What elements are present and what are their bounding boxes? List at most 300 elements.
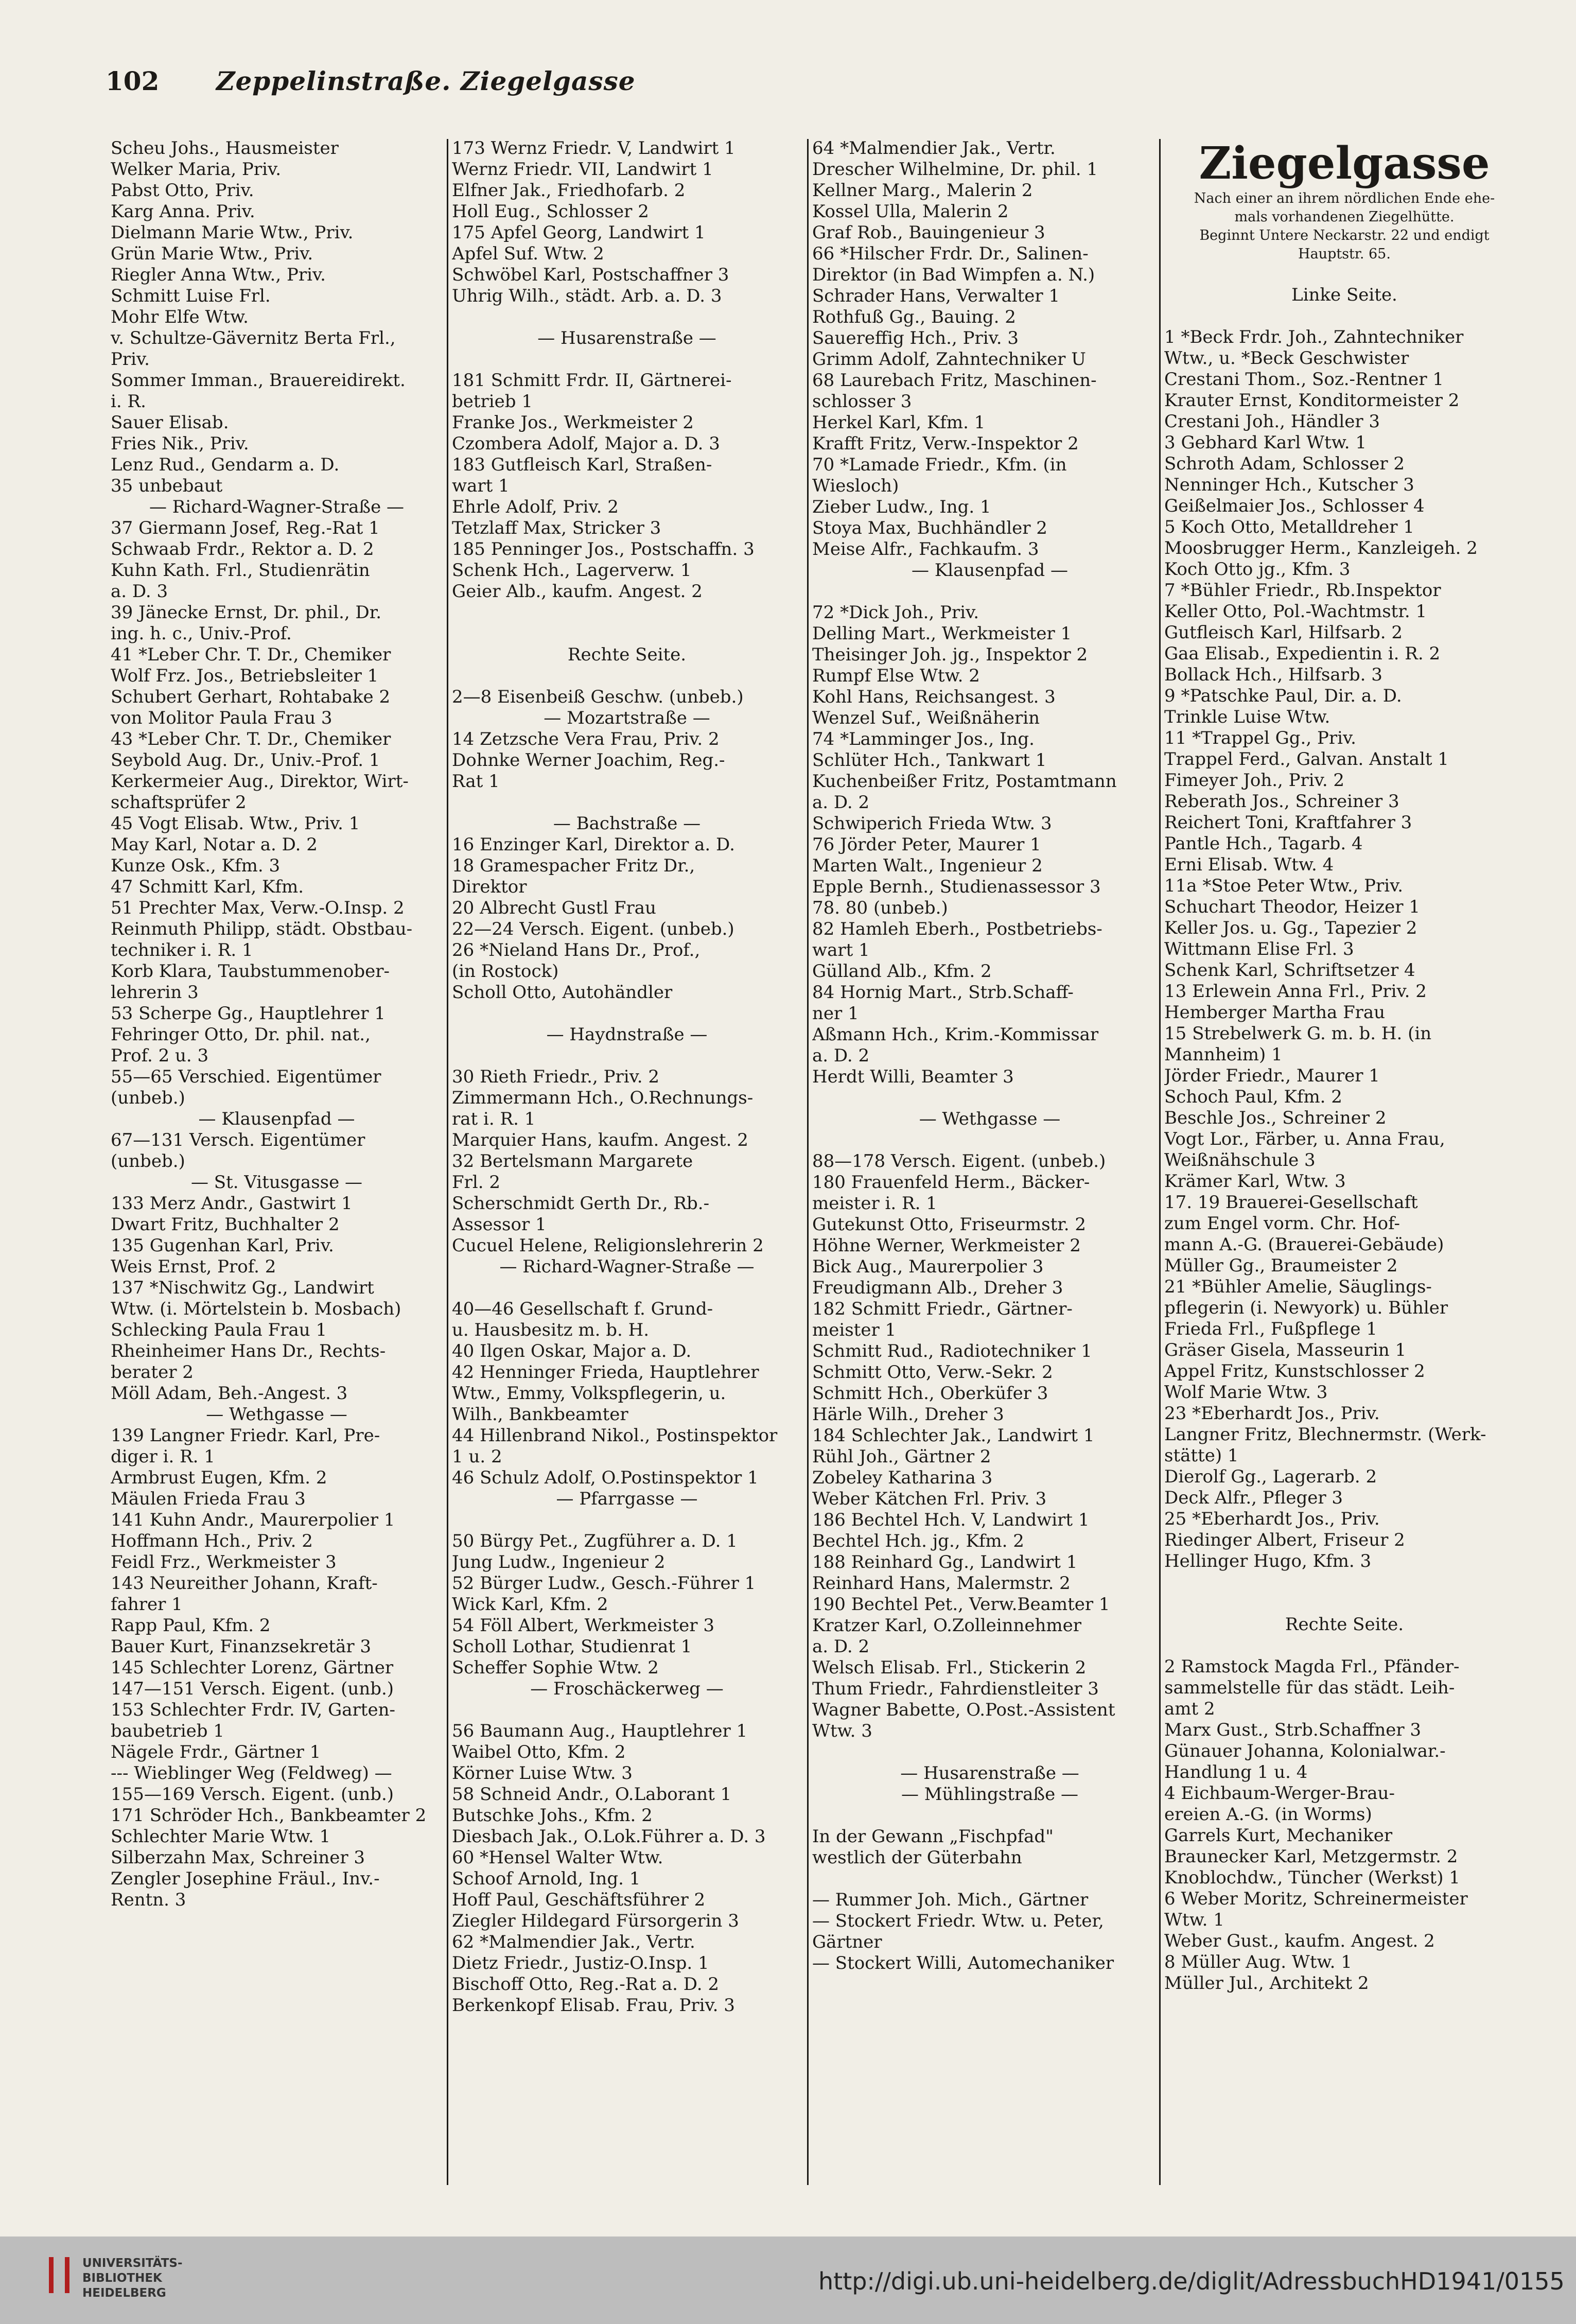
entry-line: Prof. 2 u. 3: [111, 1045, 209, 1066]
entry-line: Dietz Friedr., Justiz-O.Insp. 1: [452, 1953, 709, 1973]
entry-line: Geißelmaier Jos., Schlosser 4: [1164, 496, 1425, 516]
entry-line: Hellinger Hugo, Kfm. 3: [1164, 1551, 1372, 1571]
entry-line: Handlung 1 u. 4: [1164, 1762, 1308, 1783]
entry-line: Direktor: [452, 877, 527, 897]
entry-line: von Molitor Paula Frau 3: [111, 708, 332, 728]
street-description: Beginnt Untere Neckarstr. 22 und endigt: [1199, 228, 1490, 243]
entry-line: Gärtner: [812, 1932, 882, 1952]
entry-line: 185 Penninger Jos., Postschaffn. 3: [452, 539, 755, 560]
entry-line: Schmitt Hch., Oberküfer 3: [812, 1383, 1048, 1404]
entry-line: 3 Gebhard Karl Wtw. 1: [1164, 432, 1367, 453]
entry-line: Knoblochdw., Tüncher (Werkst) 1: [1164, 1867, 1460, 1888]
entry-line: 11a *Stoe Peter Wtw., Priv.: [1164, 876, 1404, 896]
entry-line: 155—169 Versch. Eigent. (unb.): [111, 1784, 394, 1805]
entry-line: Nenninger Hch., Kutscher 3: [1164, 475, 1414, 495]
library-line: HEIDELBERG: [82, 2286, 166, 2300]
entry-line: Uhrig Wilh., städt. Arb. a. D. 3: [452, 286, 722, 306]
entry-line: — Wethgasse —: [919, 1109, 1061, 1129]
entry-line: Scholl Lothar, Studienrat 1: [452, 1636, 692, 1657]
entry-line: Möll Adam, Beh.-Angest. 3: [111, 1383, 348, 1404]
entry-line: 64 *Malmendier Jak., Vertr.: [812, 138, 1056, 159]
entry-line: Schrader Hans, Verwalter 1: [812, 286, 1060, 306]
entry-line: 30 Rieth Friedr., Priv. 2: [452, 1067, 660, 1087]
entry-line: [452, 623, 802, 644]
entry-line: 56 Baumann Aug., Hauptlehrer 1: [452, 1721, 748, 1741]
entry-line: berater 2: [111, 1362, 194, 1383]
entry-line: Wiesloch): [812, 476, 899, 496]
entry-line: — Stockert Willi, Automechaniker: [812, 1953, 1114, 1973]
entry-line: Erni Elisab. Wtw. 4: [1164, 854, 1334, 875]
entry-line: Schwiperich Frieda Wtw. 3: [812, 813, 1052, 834]
entry-line: [812, 1088, 1167, 1109]
entry-line: Kratzer Karl, O.Zolleinnehmer: [812, 1615, 1082, 1636]
entry-line: 16 Enzinger Karl, Direktor a. D.: [452, 834, 735, 855]
entry-line: Meise Alfr., Fachkaufm. 3: [812, 539, 1039, 560]
entry-line: Dwart Fritz, Buchhalter 2: [111, 1214, 340, 1235]
entry-line: Höhne Werner, Werkmeister 2: [812, 1235, 1081, 1256]
entry-line: Delling Mart., Werkmeister 1: [812, 623, 1072, 644]
entry-line: 51 Prechter Max, Verw.-O.Insp. 2: [111, 898, 405, 918]
entry-line: Bischoff Otto, Reg.-Rat a. D. 2: [452, 1974, 720, 1995]
entry-line: Thum Friedr., Fahrdienstleiter 3: [812, 1679, 1099, 1699]
entry-line: [452, 1700, 802, 1721]
entry-line: Wolf Marie Wtw. 3: [1164, 1382, 1328, 1403]
entry-line: Marx Gust., Strb.Schaffner 3: [1164, 1720, 1422, 1740]
entry-line: 5 Koch Otto, Metalldreher 1: [1164, 517, 1414, 537]
entry-line: 68 Laurebach Fritz, Maschinen-: [812, 370, 1097, 391]
entry-line: Müller Jul., Architekt 2: [1164, 1973, 1369, 1994]
entry-line: Gutfleisch Karl, Hilfsarb. 2: [1164, 622, 1403, 643]
entry-line: Weißnähschule 3: [1164, 1150, 1316, 1170]
entry-line: Sauer Elisab.: [111, 412, 229, 433]
entry-line: Fries Nik., Priv.: [111, 433, 249, 454]
entry-line: 184 Schlechter Jak., Landwirt 1: [812, 1425, 1095, 1446]
entry-line: Wtw., Emmy, Volkspflegerin, u.: [452, 1383, 726, 1404]
entry-line: Scheu Johs., Hausmeister: [111, 138, 339, 159]
entry-line: Schlecking Paula Frau 1: [111, 1320, 327, 1340]
entry-line: 84 Hornig Mart., Strb.Schaff-: [812, 982, 1074, 1003]
entry-line: a. D. 2: [812, 792, 870, 813]
entry-line: 11 *Trappel Gg., Priv.: [1164, 728, 1356, 748]
entry-line: 133 Merz Andr., Gastwirt 1: [111, 1193, 353, 1214]
entry-line: 188 Reinhard Gg., Landwirt 1: [812, 1552, 1078, 1572]
entry-line: Krafft Fritz, Verw.-Inspektor 2: [812, 433, 1079, 454]
entry-line: Feidl Frz., Werkmeister 3: [111, 1552, 337, 1572]
entry-line: [452, 1510, 802, 1531]
entry-line: Fehringer Otto, Dr. phil. nat.,: [111, 1024, 371, 1045]
entry-line: Mäulen Frieda Frau 3: [111, 1489, 306, 1509]
entry-line: u. Hausbesitz m. b. H.: [452, 1320, 650, 1340]
page-number: 102: [106, 66, 160, 96]
entry-line: — Richard-Wagner-Straße —: [149, 497, 405, 517]
entry-line: 72 *Dick Joh., Priv.: [812, 602, 979, 623]
entry-line: 171 Schröder Hch., Bankbeamter 2: [111, 1805, 427, 1826]
entry-line: Wittmann Elise Frl. 3: [1164, 939, 1354, 959]
entry-line: Reinmuth Philipp, städt. Obstbau-: [111, 919, 413, 939]
entry-line: Trappel Ferd., Galvan. Anstalt 1: [1164, 749, 1449, 770]
entry-line: 9 *Patschke Paul, Dir. a. D.: [1164, 686, 1402, 706]
entry-line: [1164, 306, 1525, 327]
entry-line: Mannheim) 1: [1164, 1044, 1283, 1065]
entry-line: 13 Erlewein Anna Frl., Priv. 2: [1164, 981, 1427, 1002]
entry-line: 47 Schmitt Karl, Kfm.: [111, 877, 304, 897]
entry-line: Marten Walt., Ingenieur 2: [812, 855, 1043, 876]
entry-line: [1164, 1635, 1525, 1656]
entry-line: [812, 1742, 1167, 1763]
entry-line: Fimeyer Joh., Priv. 2: [1164, 770, 1345, 791]
entry-line: Korb Klara, Taubstummenober-: [111, 961, 390, 982]
entry-line: Bauer Kurt, Finanzsekretär 3: [111, 1636, 372, 1657]
entry-line: Elfner Jak., Friedhofarb. 2: [452, 180, 686, 201]
entry-line: Schwöbel Karl, Postschaffner 3: [452, 265, 729, 285]
entry-line: In der Gewann „Fischpfad": [812, 1826, 1054, 1847]
entry-line: Tetzlaff Max, Stricker 3: [452, 518, 661, 538]
entry-line: Rumpf Else Wtw. 2: [812, 666, 980, 686]
entry-line: Scholl Otto, Autohändler: [452, 982, 673, 1003]
entry-line: Beschle Jos., Schreiner 2: [1164, 1108, 1387, 1128]
entry-line: — Klausenpfad —: [912, 560, 1068, 581]
entry-line: Schwaab Frdr., Rektor a. D. 2: [111, 539, 374, 560]
entry-line: Krämer Karl, Wtw. 3: [1164, 1171, 1346, 1192]
entry-line: Schenk Hch., Lagerverw. 1: [452, 560, 692, 581]
entry-line: Jung Ludw., Ingenieur 2: [452, 1552, 666, 1572]
street-description: Hauptstr. 65.: [1298, 246, 1391, 262]
entry-line: Holl Eug., Schlosser 2: [452, 201, 649, 222]
entry-line: — Stockert Friedr. Wtw. u. Peter,: [812, 1911, 1104, 1931]
entry-line: Rechte Seite.: [1285, 1614, 1404, 1635]
page-header: [106, 66, 1526, 112]
entry-line: Körner Luise Wtw. 3: [452, 1763, 633, 1784]
entry-line: 74 *Lamminger Jos., Ing.: [812, 729, 1035, 749]
entry-line: Seybold Aug. Dr., Univ.-Prof. 1: [111, 750, 380, 771]
entry-line: Grün Marie Wtw., Priv.: [111, 243, 313, 264]
entry-line: fahrer 1: [111, 1594, 183, 1615]
source-url-link[interactable]: http://digi.ub.uni-heidelberg.de/diglit/AdressbuchHD1941/0155: [818, 2267, 1565, 2295]
entry-line: Schoof Arnold, Ing. 1: [452, 1868, 641, 1889]
entry-line: Theisinger Joh. jg., Inspektor 2: [812, 644, 1088, 665]
entry-line: Kellner Marg., Malerin 2: [812, 180, 1033, 201]
entry-line: amt 2: [1164, 1699, 1215, 1719]
entry-line: 8 Müller Aug. Wtw. 1: [1164, 1952, 1352, 1972]
entry-line: a. D. 3: [111, 581, 168, 602]
entry-line: 35 unbebaut: [111, 476, 223, 496]
entry-line: 45 Vogt Elisab. Wtw., Priv. 1: [111, 813, 360, 834]
entry-line: Sommer Imman., Brauereidirekt.: [111, 370, 406, 391]
entry-line: Berkenkopf Elisab. Frau, Priv. 3: [452, 1995, 735, 2016]
library-line: BIBLIOTHEK: [82, 2271, 162, 2285]
entry-line: 139 Langner Friedr. Karl, Pre-: [111, 1425, 380, 1446]
entry-line: Ehrle Adolf, Priv. 2: [452, 497, 619, 517]
entry-line: Crestani Thom., Soz.-Rentner 1: [1164, 369, 1444, 390]
entry-line: 173 Wernz Friedr. V, Landwirt 1: [452, 138, 736, 159]
column-4: [1164, 138, 1525, 2207]
entry-line: 7 *Bühler Friedr., Rb.Inspektor: [1164, 580, 1441, 601]
entry-line: 50 Bürgy Pet., Zugführer a. D. 1: [452, 1531, 738, 1551]
entry-line: Gülland Alb., Kfm. 2: [812, 961, 992, 982]
entry-line: stätte) 1: [1164, 1445, 1239, 1466]
entry-line: 153 Schlechter Frdr. IV, Garten-: [111, 1700, 395, 1720]
university-library-logo-icon: [49, 2257, 69, 2293]
entry-line: schaftsprüfer 2: [111, 792, 247, 813]
entry-line: Schenk Karl, Schriftsetzer 4: [1164, 960, 1415, 981]
entry-line: [452, 792, 802, 813]
entry-line: Priv.: [111, 349, 150, 370]
entry-line: a. D. 2: [812, 1045, 870, 1066]
entry-line: Weis Ernst, Prof. 2: [111, 1256, 276, 1277]
entry-line: Schmitt Luise Frl.: [111, 286, 271, 306]
entry-line: — Pfarrgasse —: [556, 1489, 698, 1509]
entry-line: Wtw. 3: [812, 1721, 872, 1741]
entry-line: westlich der Güterbahn: [812, 1847, 1022, 1868]
entry-line: 1 u. 2: [452, 1446, 502, 1467]
entry-line: Crestani Joh., Händler 3: [1164, 411, 1380, 432]
entry-line: diger i. R. 1: [111, 1446, 215, 1467]
street-description: mals vorhandenen Ziegelhütte.: [1234, 209, 1455, 225]
entry-line: Bick Aug., Maurerpolier 3: [812, 1256, 1044, 1277]
entry-line: Kerkermeier Aug., Direktor, Wirt-: [111, 771, 409, 792]
entry-line: 67—131 Versch. Eigentümer: [111, 1130, 365, 1150]
entry-line: Gutekunst Otto, Friseurmstr. 2: [812, 1214, 1086, 1235]
entry-line: [812, 1130, 1167, 1151]
column-1: [111, 138, 443, 2207]
entry-line: 20 Albrecht Gustl Frau: [452, 898, 656, 918]
entry-line: baubetrieb 1: [111, 1721, 224, 1741]
entry-line: [452, 1278, 802, 1299]
entry-line: 180 Frauenfeld Herm., Bäcker-: [812, 1172, 1090, 1193]
entry-line: Schuchart Theodor, Heizer 1: [1164, 897, 1420, 917]
entry-line: 18 Gramespacher Fritz Dr.,: [452, 855, 695, 876]
entry-line: [1164, 1593, 1525, 1614]
entry-line: [452, 666, 802, 687]
entry-line: Pabst Otto, Priv.: [111, 180, 254, 201]
entry-line: Mohr Elfe Wtw.: [111, 307, 249, 327]
entry-line: — Husarenstraße —: [537, 328, 716, 348]
entry-line: — Bachstraße —: [553, 813, 701, 834]
entry-line: Bechtel Hch. jg., Kfm. 2: [812, 1531, 1024, 1551]
entry-line: Kuchenbeißer Fritz, Postamtmann: [812, 771, 1117, 792]
entry-line: Gaa Elisab., Expedientin i. R. 2: [1164, 643, 1441, 664]
entry-line: wart 1: [812, 940, 870, 960]
entry-line: 46 Schulz Adolf, O.Postinspektor 1: [452, 1467, 759, 1488]
entry-line: Karg Anna. Priv.: [111, 201, 255, 222]
entry-line: 181 Schmitt Frdr. II, Gärtnerei-: [452, 370, 732, 391]
entry-line: zum Engel vorm. Chr. Hof-: [1164, 1213, 1400, 1234]
entry-line: 82 Hamleh Eberh., Postbetriebs-: [812, 919, 1102, 939]
entry-line: [812, 1805, 1167, 1826]
entry-line: sammelstelle für das städt. Leih-: [1164, 1678, 1455, 1698]
entry-line: 88—178 Versch. Eigent. (unbeb.): [812, 1151, 1106, 1172]
entry-line: Riegler Anna Wtw., Priv.: [111, 265, 326, 285]
entry-line: Scheffer Sophie Wtw. 2: [452, 1657, 659, 1678]
entry-line: --- Wieblinger Weg (Feldweg) —: [111, 1763, 392, 1784]
entry-line: Hemberger Martha Frau: [1164, 1002, 1386, 1023]
entry-line: 37 Giermann Josef, Reg.-Rat 1: [111, 518, 380, 538]
entry-line: 44 Hillenbrand Nikol., Postinspektor: [452, 1425, 778, 1446]
entry-line: Dierolf Gg., Lagerarb. 2: [1164, 1466, 1377, 1487]
entry-line: 145 Schlechter Lorenz, Gärtner: [111, 1657, 394, 1678]
entry-line: Nägele Frdr., Gärtner 1: [111, 1742, 321, 1762]
entry-line: Kossel Ulla, Malerin 2: [812, 201, 1009, 222]
entry-line: Reichert Toni, Kraftfahrer 3: [1164, 812, 1412, 833]
entry-line: 76 Jörder Peter, Maurer 1: [812, 834, 1041, 855]
entry-line: Lenz Rud., Gendarm a. D.: [111, 455, 340, 475]
entry-line: Wagner Babette, O.Post.-Assistent: [812, 1700, 1115, 1720]
entry-line: Bollack Hch., Hilfsarb. 3: [1164, 665, 1382, 685]
entry-line: Langner Fritz, Blechnermstr. (Werk-: [1164, 1424, 1486, 1445]
entry-line: 147—151 Versch. Eigent. (unb.): [111, 1679, 394, 1699]
entry-line: Schmitt Otto, Verw.-Sekr. 2: [812, 1362, 1053, 1383]
entry-line: 42 Henninger Frieda, Hauptlehrer: [452, 1362, 759, 1383]
entry-line: Härle Wilh., Dreher 3: [812, 1404, 1004, 1425]
entry-line: techniker i. R. 1: [111, 940, 253, 960]
entry-line: 4 Eichbaum-Werger-Brau-: [1164, 1783, 1395, 1804]
entry-line: Zimmermann Hch., O.Rechnungs-: [452, 1088, 754, 1108]
entry-line: Frieda Frl., Fußpflege 1: [1164, 1319, 1377, 1339]
entry-line: 190 Bechtel Pet., Verw.Beamter 1: [812, 1594, 1110, 1615]
entry-line: Koch Otto jg., Kfm. 3: [1164, 559, 1351, 580]
entry-line: Hoffmann Hch., Priv. 2: [111, 1531, 313, 1551]
entry-line: Deck Alfr., Pfleger 3: [1164, 1488, 1343, 1508]
column-3: [812, 138, 1167, 2207]
entry-line: Marquier Hans, kaufm. Angest. 2: [452, 1130, 748, 1150]
entry-line: Wtw. 1: [1164, 1910, 1224, 1930]
entry-line: — Haydnstraße —: [546, 1024, 708, 1045]
entry-line: Müller Gg., Braumeister 2: [1164, 1255, 1398, 1276]
entry-line: (in Rostock): [452, 961, 559, 982]
entry-line: meister i. R. 1: [812, 1193, 937, 1214]
entry-line: ing. h. c., Univ.-Prof.: [111, 623, 292, 644]
entry-line: Wolf Frz. Jos., Betriebsleiter 1: [111, 666, 379, 686]
entry-line: 40 Ilgen Oskar, Major a. D.: [452, 1341, 692, 1361]
entry-line: 1 *Beck Frdr. Joh., Zahntechniker: [1164, 327, 1464, 347]
entry-line: Kuhn Kath. Frl., Studienrätin: [111, 560, 370, 581]
entry-line: Wick Karl, Kfm. 2: [452, 1594, 608, 1615]
entry-line: Franke Jos., Werkmeister 2: [452, 412, 694, 433]
entry-line: 23 *Eberhardt Jos., Priv.: [1164, 1403, 1380, 1424]
entry-line: 183 Gutfleisch Karl, Straßen-: [452, 455, 712, 475]
entry-line: [452, 349, 802, 370]
entry-line: Dohnke Werner Joachim, Reg.-: [452, 750, 725, 771]
library-name: [82, 2256, 183, 2301]
entry-line: — Froschäckerweg —: [530, 1679, 724, 1699]
entry-line: 6 Weber Moritz, Schreinermeister: [1164, 1889, 1468, 1909]
entry-line: Sauereffig Hch., Priv. 3: [812, 328, 1019, 348]
entry-line: Keller Otto, Pol.-Wachtmstr. 1: [1164, 601, 1427, 622]
entry-line: Dielmann Marie Wtw., Priv.: [111, 222, 354, 243]
entry-line: 53 Scherpe Gg., Hauptlehrer 1: [111, 1003, 386, 1024]
entry-line: — St. Vitusgasse —: [190, 1172, 363, 1193]
entry-line: Weber Gust., kaufm. Angest. 2: [1164, 1931, 1435, 1951]
entry-line: Rechte Seite.: [567, 644, 687, 665]
street-description: Nach einer an ihrem nördlichen Ende ehe-: [1194, 190, 1495, 206]
column-2: [452, 138, 802, 2207]
entry-line: meister 1: [812, 1320, 897, 1340]
entry-line: (unbeb.): [111, 1088, 185, 1108]
page-title: Zeppelinstraße. Ziegelgasse: [216, 66, 636, 96]
entry-line: 41 *Leber Chr. T. Dr., Chemiker: [111, 644, 391, 665]
column-divider: [807, 139, 809, 2185]
entry-line: 2 Ramstock Magda Frl., Pfänder-: [1164, 1656, 1460, 1677]
entry-line: Direktor (in Bad Wimpfen a. N.): [812, 265, 1095, 285]
entry-line: Moosbrugger Herm., Kanzleigeh. 2: [1164, 538, 1478, 558]
entry-line: 22—24 Versch. Eigent. (unbeb.): [452, 919, 734, 939]
entry-line: Ziegler Hildegard Fürsorgerin 3: [452, 1911, 739, 1931]
entry-line: Assessor 1: [452, 1214, 547, 1235]
entry-line: Welsch Elisab. Frl., Stickerin 2: [812, 1657, 1087, 1678]
entry-line: Waibel Otto, Kfm. 2: [452, 1742, 626, 1762]
entry-line: Pantle Hch., Tagarb. 4: [1164, 833, 1363, 854]
entry-line: 15 Strebelwerk G. m. b. H. (in: [1164, 1023, 1432, 1044]
street-heading: Ziegelgasse: [1199, 138, 1490, 189]
entry-line: — Wethgasse —: [206, 1404, 347, 1425]
entry-line: [452, 602, 802, 623]
entry-line: Herkel Karl, Kfm. 1: [812, 412, 986, 433]
entry-line: Graf Rob., Bauingenieur 3: [812, 222, 1045, 243]
entry-line: 40—46 Gesellschaft f. Grund-: [452, 1299, 713, 1319]
entry-line: Zieber Ludw., Ing. 1: [812, 497, 991, 517]
entry-line: Butschke Johs., Kfm. 2: [452, 1805, 653, 1826]
entry-line: Wernz Friedr. VII, Landwirt 1: [452, 159, 713, 180]
library-line: UNIVERSITÄTS-: [82, 2257, 183, 2270]
entry-line: 186 Bechtel Hch. V, Landwirt 1: [812, 1510, 1090, 1530]
entry-line: Wtw. (i. Mörtelstein b. Mosbach): [111, 1299, 401, 1319]
entry-line: ner 1: [812, 1003, 859, 1024]
entry-line: Rühl Joh., Gärtner 2: [812, 1446, 991, 1467]
entry-line: Krauter Ernst, Konditormeister 2: [1164, 390, 1460, 411]
entry-line: Schmitt Rud., Radiotechniker 1: [812, 1341, 1092, 1361]
entry-line: 54 Föll Albert, Werkmeister 3: [452, 1615, 714, 1636]
entry-line: mann A.-G. (Brauerei-Gebäude): [1164, 1234, 1444, 1255]
entry-line: Rentn. 3: [111, 1890, 186, 1910]
entry-line: Epple Bernh., Studienassessor 3: [812, 877, 1101, 897]
entry-line: Schlechter Marie Wtw. 1: [111, 1826, 331, 1847]
entry-line: Schoch Paul, Kfm. 2: [1164, 1087, 1342, 1107]
entry-line: i. R.: [111, 391, 146, 412]
entry-line: Reberath Jos., Schreiner 3: [1164, 791, 1399, 812]
entry-line: Kohl Hans, Reichsangest. 3: [812, 687, 1056, 707]
entry-line: [452, 1045, 802, 1067]
entry-line: Linke Seite.: [1291, 285, 1397, 305]
entry-line: [452, 1003, 802, 1024]
entry-line: [1164, 264, 1525, 285]
entry-line: Aßmann Hch., Krim.-Kommissar: [812, 1024, 1099, 1045]
entry-line: 14 Zetzsche Vera Frau, Priv. 2: [452, 729, 720, 749]
entry-line: Appel Fritz, Kunstschlosser 2: [1164, 1361, 1425, 1382]
entry-line: Freudigmann Alb., Dreher 3: [812, 1278, 1063, 1298]
entry-line: Rapp Paul, Kfm. 2: [111, 1615, 271, 1636]
entry-line: 66 *Hilscher Frdr. Dr., Salinen-: [812, 243, 1089, 264]
entry-line: 2—8 Eisenbeiß Geschw. (unbeb.): [452, 687, 744, 707]
entry-line: — Husarenstraße —: [900, 1763, 1079, 1784]
entry-line: Drescher Wilhelmine, Dr. phil. 1: [812, 159, 1098, 180]
entry-line: 52 Bürger Ludw., Gesch.-Führer 1: [452, 1573, 756, 1594]
entry-line: Wtw., u. *Beck Geschwister: [1164, 348, 1409, 369]
entry-line: Wenzel Suf., Weißnäherin: [812, 708, 1040, 728]
entry-line: 43 *Leber Chr. T. Dr., Chemiker: [111, 729, 391, 749]
column-divider: [447, 139, 448, 2185]
entry-line: Rat 1: [452, 771, 500, 792]
entry-line: May Karl, Notar a. D. 2: [111, 834, 318, 855]
entry-line: [1164, 1572, 1525, 1593]
entry-line: Riedinger Albert, Friseur 2: [1164, 1530, 1405, 1550]
entry-line: Frl. 2: [452, 1172, 500, 1193]
entry-line: 55—65 Verschied. Eigentümer: [111, 1067, 381, 1087]
entry-line: lehrerin 3: [111, 982, 199, 1003]
entry-line: wart 1: [452, 476, 510, 496]
entry-line: 58 Schneid Andr., O.Laborant 1: [452, 1784, 732, 1805]
entry-line: Weber Kätchen Frl. Priv. 3: [812, 1489, 1047, 1509]
entry-line: 141 Kuhn Andr., Maurerpolier 1: [111, 1510, 395, 1530]
